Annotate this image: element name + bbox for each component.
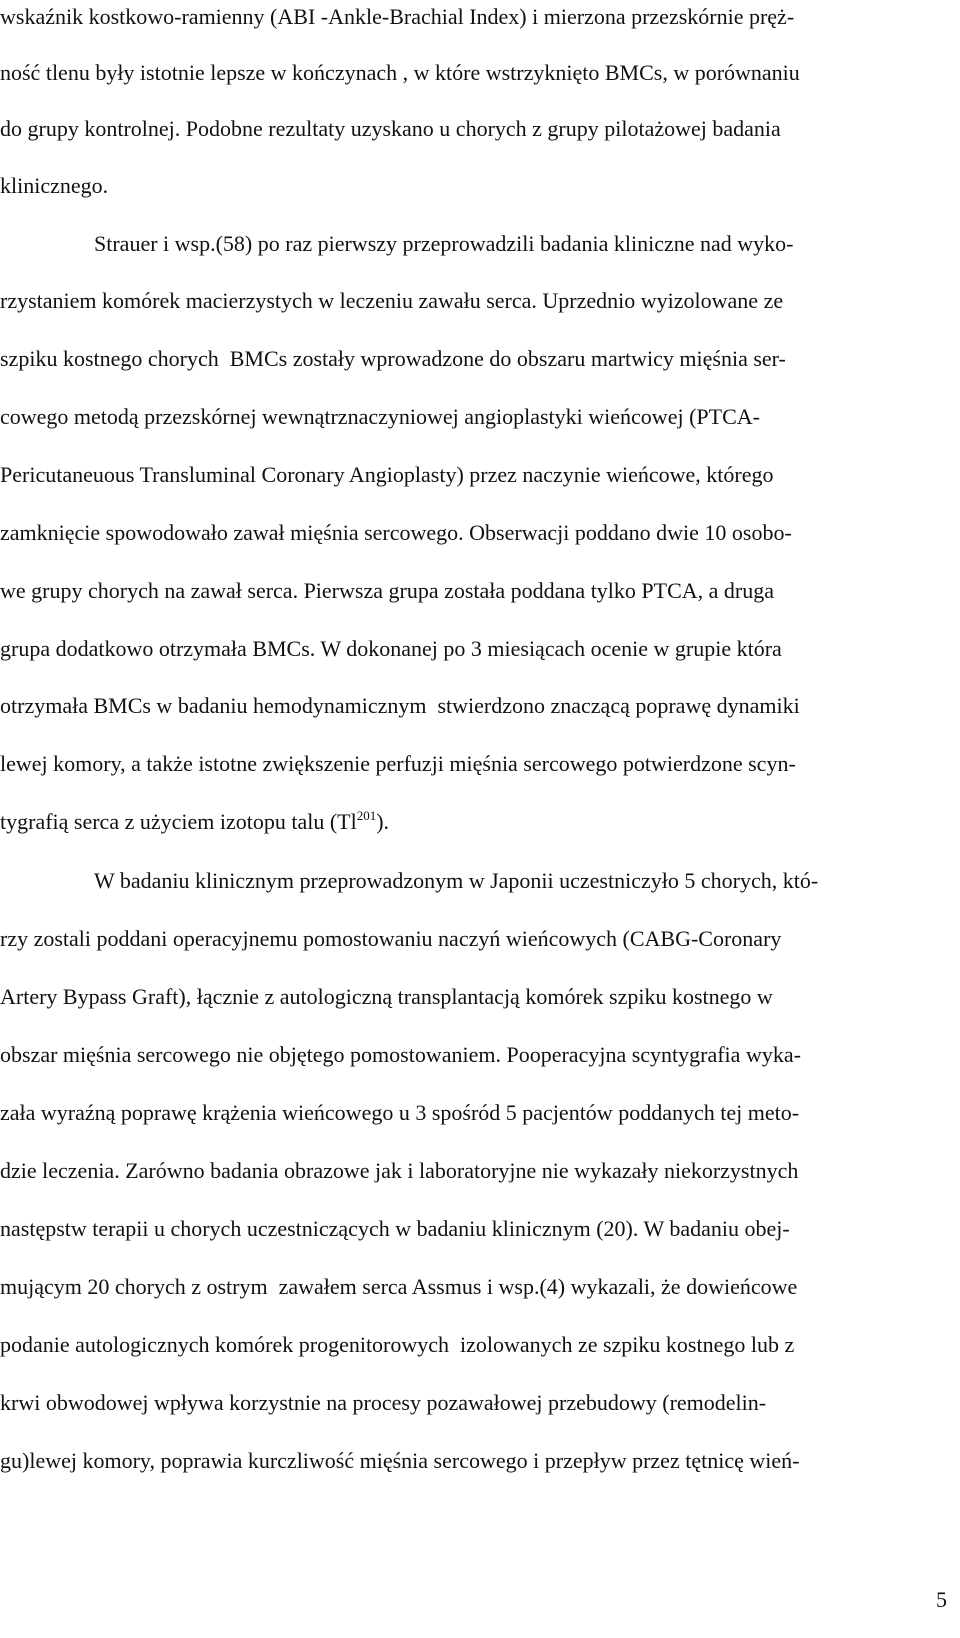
text-line-11: we grupy chorych na zawał serca. Pierwsza grupa została poddana tylko PTCA, a druga xyxy=(0,578,775,603)
text-line-19: obszar mięśnia sercowego nie objętego pomostowaniem. Pooperacyjna scyntygrafia wyka- xyxy=(0,1042,801,1067)
text-line-8: cowego metodą przezskórnej wewnątrznaczyniowej angioplastyki wieńcowej (PTCA- xyxy=(0,404,760,429)
text-line-1: wskaźnik kostkowo-ramienny (ABI -Ankle-Brachial Index) i mierzona przezskórnie pręż- xyxy=(0,4,795,29)
text-line-6: rzystaniem komórek macierzystych w leczeniu zawału serca. Uprzednio wyizolowane ze xyxy=(0,288,784,313)
text-line-5: Strauer i wsp.(58) po raz pierwszy przeprowadzili badania kliniczne nad wyko- xyxy=(94,231,794,256)
text-line-16: W badaniu klinicznym przeprowadzonym w Japonii uczestniczyło 5 chorych, któ- xyxy=(94,868,819,893)
text-line-24: podanie autologicznych komórek progenitorowych izolowanych ze szpiku kostnego lub z xyxy=(0,1332,795,1357)
text-line-4: klinicznego. xyxy=(0,173,109,198)
text-line-15 xyxy=(0,809,960,838)
text-line-14: lewej komory, a także istotne zwiększenie perfuzji mięśnia sercowego potwierdzone scyn- xyxy=(0,751,796,776)
text-line-7: szpiku kostnego chorych BMCs zostały wprowadzone do obszaru martwicy mięśnia ser- xyxy=(0,346,786,371)
isotope-suffix: ). xyxy=(376,809,390,834)
text-line-23: mującym 20 chorych z ostrym zawałem serca Assmus i wsp.(4) wykazali, że dowieńcowe xyxy=(0,1274,798,1299)
text-line-18: Artery Bypass Graft), łącznie z autologiczną transplantacją komórek szpiku kostnego w xyxy=(0,984,773,1009)
isotope-superscript: 201 xyxy=(356,808,377,823)
text-line-15-main: tygrafią serca z użyciem izotopu talu (Tl xyxy=(0,809,357,834)
text-line-2: ność tlenu były istotnie lepsze w kończynach , w które wstrzyknięto BMCs, w porównaniu xyxy=(0,60,800,85)
text-line-25: krwi obwodowej wpływa korzystnie na procesy pozawałowej przebudowy (remodelin- xyxy=(0,1390,767,1415)
text-line-12: grupa dodatkowo otrzymała BMCs. W dokonanej po 3 miesiącach ocenie w grupie która xyxy=(0,636,782,661)
text-line-3: do grupy kontrolnej. Podobne rezultaty uzyskano u chorych z grupy pilotażowej badania xyxy=(0,116,781,141)
text-line-21: dzie leczenia. Zarówno badania obrazowe jak i laboratoryjne nie wykazały niekorzystnych xyxy=(0,1158,799,1183)
text-line-22: następstw terapii u chorych uczestniczących w badaniu klinicznym (20). W badaniu obej- xyxy=(0,1216,790,1241)
text-line-9: Pericutaneuous Transluminal Coronary Angioplasty) przez naczynie wieńcowe, którego xyxy=(0,462,774,487)
text-line-13: otrzymała BMCs w badaniu hemodynamicznym stwierdzono znaczącą poprawę dynamiki xyxy=(0,693,800,718)
text-line-26: gu)lewej komory, poprawia kurczliwość mięśnia sercowego i przepływ przez tętnicę wień- xyxy=(0,1448,800,1473)
text-line-17: rzy zostali poddani operacyjnemu pomostowaniu naczyń wieńcowych (CABG-Coronary xyxy=(0,926,782,951)
page-number: 5 xyxy=(936,1587,947,1612)
text-line-20: zała wyraźną poprawę krążenia wieńcowego u 3 spośród 5 pacjentów poddanych tej meto- xyxy=(0,1100,800,1125)
text-line-10: zamknięcie spowodowało zawał mięśnia sercowego. Obserwacji poddano dwie 10 osobo- xyxy=(0,520,792,545)
